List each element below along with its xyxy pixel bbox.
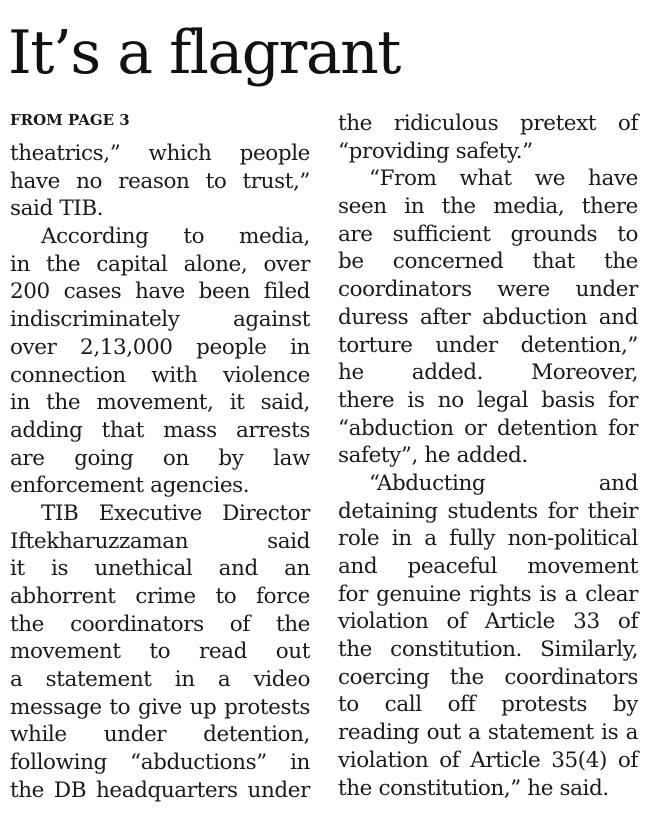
text-line: message to give up protests [10,694,310,720]
text-line: and peaceful movement [338,554,638,579]
text-line: are going on by law [10,445,310,471]
text-line: to call off protests by [338,692,638,718]
text-line: 200 cases have been filed [10,279,310,305]
kicker-from-page: FROM PAGE 3 [10,111,130,129]
text-line: the ridiculous pretext of [338,111,638,136]
text-line: the DB headquarters under [10,777,310,803]
text-line: in the capital alone, over [10,251,310,277]
text-line: reading out a statement is a [338,720,638,746]
text-line: in the movement, it said, [10,390,310,416]
right-column-body [338,110,638,802]
text-line: the constitution,” he said. [338,775,609,801]
text-line: “From what we have [369,166,638,192]
text-line: it is unethical and an [10,556,310,582]
text-line: movement to read out [10,639,310,665]
text-line: connection with violence [10,362,310,388]
right-column [338,110,638,802]
text-line: theatrics,” which people [10,141,310,166]
text-line: “providing safety.” [338,138,533,164]
text-line: safety”, he added. [338,443,528,469]
text-line: adding that mass arrests [10,417,310,443]
text-line: violation of Article 35(4) of [338,747,638,773]
headline: It’s a flagrant [8,18,400,88]
text-line: abhorrent crime to force [10,584,310,609]
text-line: duress after abduction and [338,304,638,330]
text-line: coercing the coordinators [338,664,638,690]
text-line: indiscriminately against [10,307,310,333]
text-line: a statement in a video [10,667,310,693]
text-line: Iftekharuzzaman said [10,528,310,554]
text-line: the constitution. Similarly, [338,637,638,663]
text-line: the coordinators of the [10,611,310,637]
text-line: role in a fully non-political [338,526,638,552]
text-line: detaining students for their [338,498,638,524]
text-line: there is no legal basis for [338,387,638,413]
text-line: TIB Executive Director [41,500,310,526]
text-line: “Abducting and [369,470,638,496]
text-line: for genuine rights is a clear [338,581,638,607]
text-line: said TIB. [10,196,104,222]
text-line: “abduction or detention for [338,415,638,441]
text-line: coordinators were under [338,277,638,303]
text-line: following “abductions” in [10,750,310,776]
text-line: over 2,13,000 people in [10,334,310,360]
text-line: while under detention, [10,722,310,748]
left-column [10,110,310,805]
text-line: violation of Article 33 of [338,609,638,635]
text-line: be concerned that the [338,249,638,275]
text-line: seen in the media, there [338,194,638,220]
text-line: have no reason to trust,” [10,168,310,194]
text-line: he added. Moreover, [338,360,638,386]
left-column-body [10,140,310,805]
text-line: According to media, [41,224,310,250]
text-line: enforcement agencies. [10,473,250,499]
text-line: are sufficient grounds to [338,221,638,247]
text-line: torture under detention,” [338,332,638,358]
